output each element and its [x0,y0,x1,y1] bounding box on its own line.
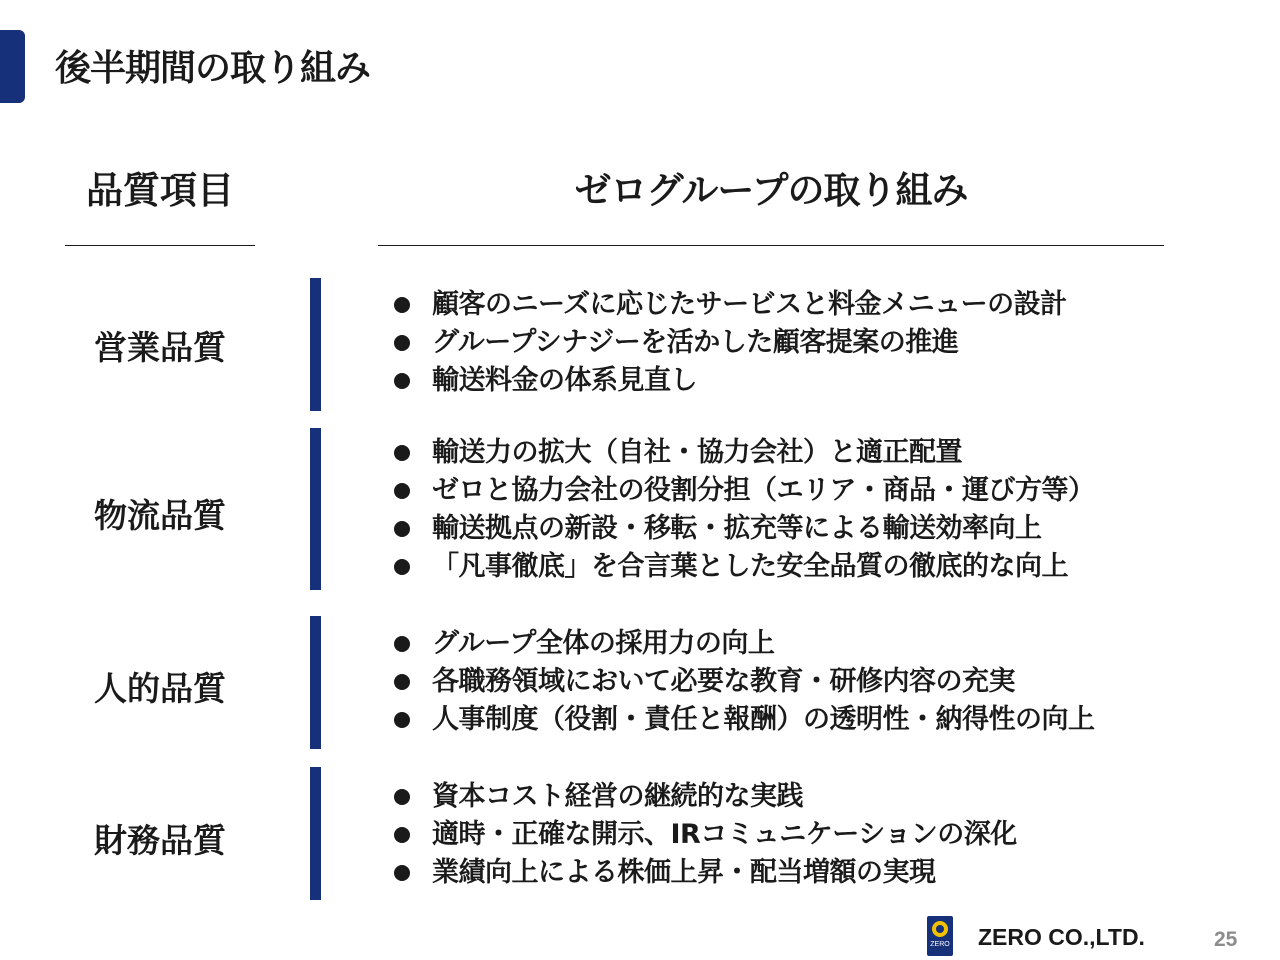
item-text: 「凡事徹底」を合言葉とした安全品質の徹底的な向上 [432,551,1068,582]
initiative-list [392,286,1067,400]
column-header-quality-item: 品質項目 [86,169,234,212]
section-divider-bar [310,428,321,590]
item-text: グループ全体の採用力の向上 [432,628,775,659]
bullet-icon [394,712,410,728]
header-rule-right [378,245,1164,246]
item-text: 輸送拠点の新設・移転・拡充等による輸送効率向上 [432,513,1042,544]
item-text: グループシナジーを活かした顧客提案の推進 [432,327,959,358]
category-label: 営業品質 [94,328,226,367]
logo-ring-icon [932,921,948,937]
item-text: 輸送力の拡大（自社・協力会社）と適正配置 [432,437,962,468]
company-name: ZERO CO.,LTD. [978,924,1145,950]
bullet-icon [394,445,410,461]
page-title: 後半期間の取り組み [55,48,371,89]
initiative-list [392,625,1095,739]
list-item [392,625,1095,663]
list-item [392,663,1095,701]
item-text: 適時・正確な開示、IRコミュニケーションの深化 [432,819,1017,850]
list-item [392,286,1067,324]
bullet-icon [394,636,410,652]
column-header-initiatives: ゼログループの取り組み [574,169,968,212]
item-text: 人事制度（役割・責任と報酬）の透明性・納得性の向上 [432,704,1095,735]
category-label: 財務品質 [94,821,226,860]
list-item [392,548,1095,586]
logo-text: ZERO [930,941,950,948]
title-accent-bar [0,30,25,103]
bullet-icon [394,373,410,389]
company-logo [927,916,953,956]
bullet-icon [394,335,410,351]
item-text: 輸送料金の体系見直し [432,365,697,396]
initiative-list [392,434,1095,586]
list-item [392,701,1095,739]
list-item [392,434,1095,472]
list-item [392,324,1067,362]
section-divider-bar [310,616,321,749]
category-label: 人的品質 [94,669,226,708]
section-divider-bar [310,278,321,411]
list-item [392,816,1017,854]
list-item [392,854,1017,892]
list-item [392,510,1095,548]
section-divider-bar [310,767,321,900]
item-text: 各職務領域において必要な教育・研修内容の充実 [432,666,1015,697]
header-rule-left [65,245,255,246]
bullet-icon [394,789,410,805]
bullet-icon [394,674,410,690]
item-text: ゼロと協力会社の役割分担（エリア・商品・運び方等） [432,475,1095,506]
bullet-icon [394,865,410,881]
item-text: 顧客のニーズに応じたサービスと料金メニューの設計 [432,289,1067,320]
bullet-icon [394,483,410,499]
bullet-icon [394,297,410,313]
list-item [392,472,1095,510]
category-label: 物流品質 [94,496,226,535]
list-item [392,778,1017,816]
bullet-icon [394,827,410,843]
bullet-icon [394,559,410,575]
bullet-icon [394,521,410,537]
item-text: 資本コスト経営の継続的な実践 [432,781,803,812]
page-number: 25 [1214,928,1238,951]
item-text: 業績向上による株価上昇・配当増額の実現 [432,857,936,888]
initiative-list [392,778,1017,892]
list-item [392,362,1067,400]
